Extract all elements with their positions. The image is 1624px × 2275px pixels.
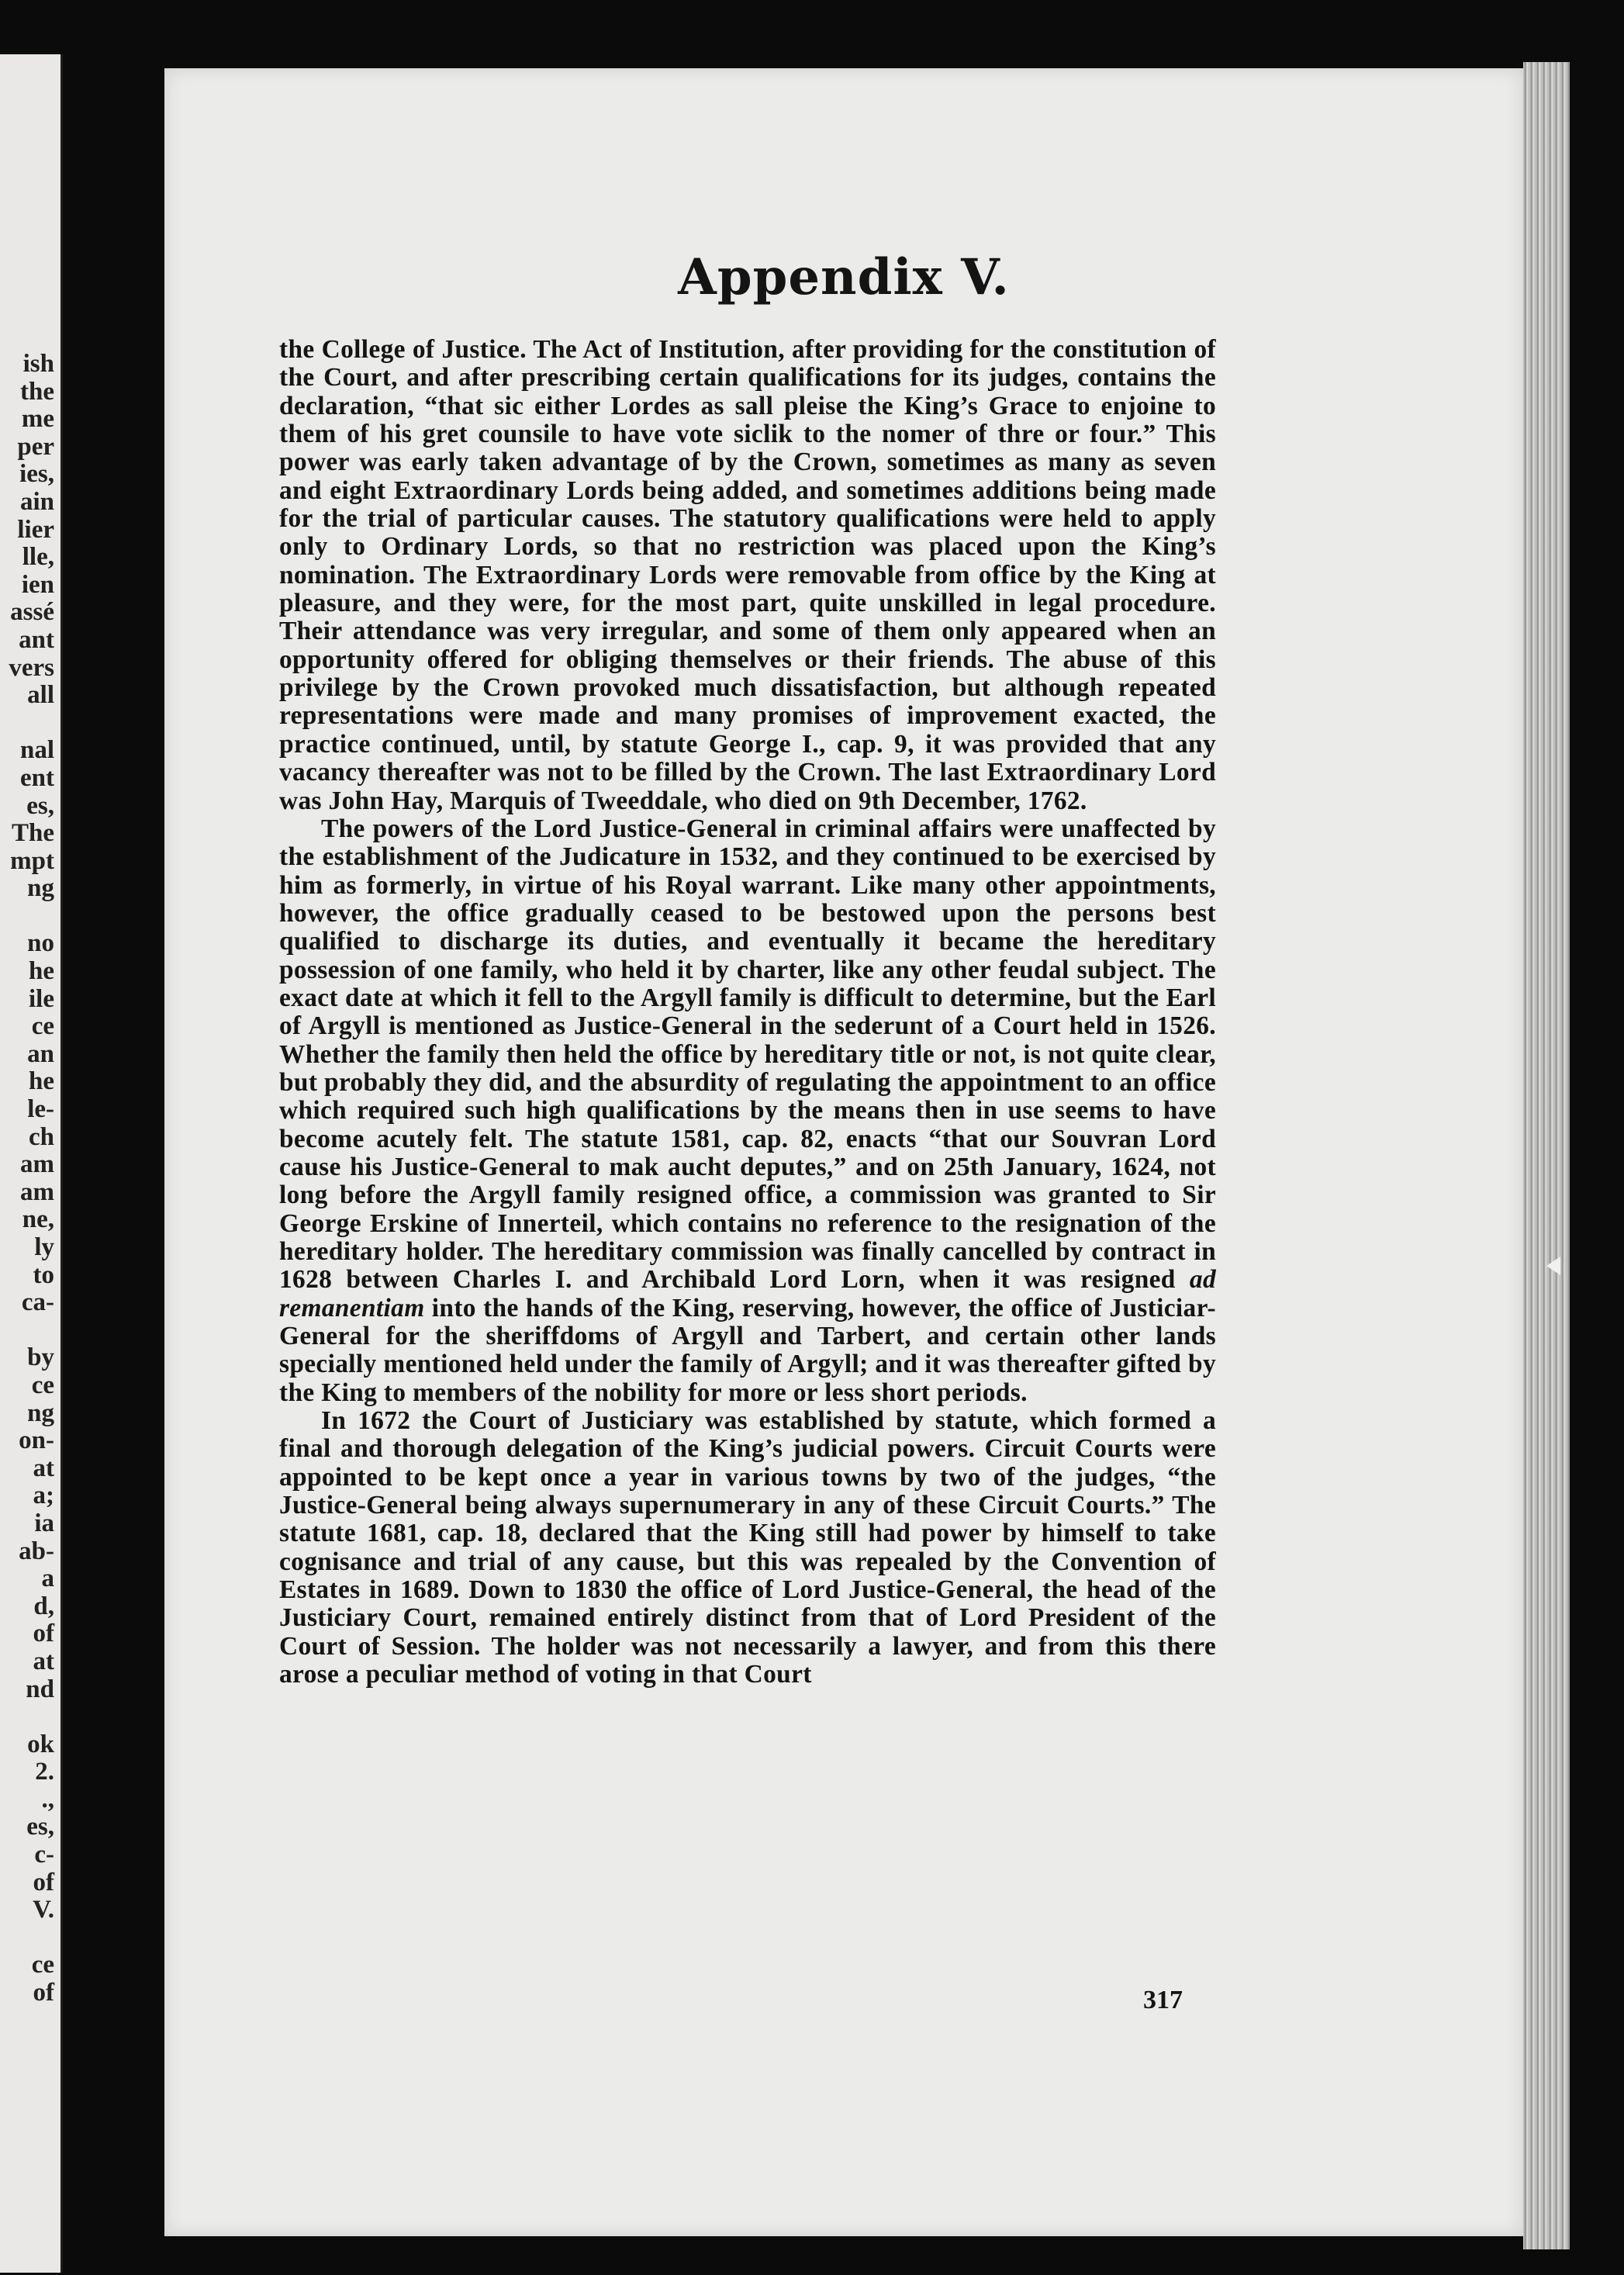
body-text bbox=[279, 336, 1216, 1689]
page-stack-edge bbox=[1523, 62, 1570, 2249]
page-marker-icon bbox=[1546, 1257, 1560, 1275]
paragraph-3: In 1672 the Court of Justiciary was established by statute, which formed a final and thorough delegation of the King’s judicial powers. Circuit Courts were appointed to be kept once a year in various towns by two of the judges, “the Justice-General being always supernumerary in any of these Circuit Courts.” The statute 1681, cap. 18, declared that the King still had power by himself to take cognisance and trial of any cause, but this was repealed by the Convention of Estates in 1689. Down to 1830 the office of Lord Justice-General, the head of the Justiciary Court, remained entirely distinct from that of Lord President of the Court of Session. The holder was not necessarily a lawyer, and from this there arose a peculiar method of voting in that Court bbox=[279, 1406, 1216, 1689]
paragraph-2-end: into the hands of the King, reserving, however, the office of Justiciar-General for the sheriffdoms of Argyll and Tarbert, and certain other lands specially mentioned held under the family of Argyll; and it was thereafter gifted by the King to members of the nobility for more or less short periods. bbox=[279, 1293, 1216, 1407]
paragraph-1: the College of Justice. The Act of Institution, after providing for the constitution of the Court, and after prescribing certain qualifications for its judges, contains the declaration, “that sic either Lordes as sall pleise the King’s Grace to enjoine to them of his gret counsile to have vote siclik to the nomer of thre or four.” This power was early taken advantage of by the Crown, sometimes as many as seven and eight Extraordinary Lords being added, and sometimes additions being made for the trial of particular causes. The statutory qualifications were held to apply only to Ordinary Lords, so that no restriction was placed upon the King’s nomination. The Extraordinary Lords were removable from office by the King at pleasure, and they were, for the most part, quite unskilled in legal procedure. Their attendance was very irregular, and some of them only appeared when an opportunity offered for obliging themselves or their friends. The abuse of this privilege by the Crown provoked much dissatisfaction, but although repeated representations were made and many promises of improvement exacted, the practice continued, until, by statute George I., cap. 9, it was provided that any vacancy thereafter was not to be filled by the Crown. The last Extraordinary Lord was John Hay, Marquis of Tweeddale, who died on 9th December, 1762. bbox=[279, 335, 1216, 815]
facing-page-text-fragments: ish the me per ies, ain lier lle, ien assé ant vers all nal ent es, The mpt ng no he ile ce an he le- ch am am ne, ly to ca- by ce ng on- at a; ia ab- a d, of at nd ok 2. ., es, c- of V. ce of bbox=[9, 350, 54, 2007]
page-title: Appendix V. bbox=[678, 248, 1010, 306]
paragraph-2-start: The powers of the Lord Justice-General in criminal affairs were unaffected by the establishment of the Judicature in 1532, and they continued to be exercised by him as formerly, in virtue of his Royal warrant. Like many other appointments, however, the office gradually ceased to be bestowed upon the persons best qualified to discharge its duties, and eventually it became the hereditary possession of one family, who held it by charter, like any other feudal subject. The exact date at which it fell to the Argyll family is difficult to determine, but the Earl of Argyll is mentioned as Justice-General in the sederunt of a Court held in 1526. Whether the family then held the office by hereditary title or not, is not quite clear, but probably they did, and the absurdity of regulating the appointment to an office which required such high qualifications by the means then in use seems to have become acutely felt. The statute 1581, cap. 82, enacts “that our Souvran Lord cause his Justice-General to mak aucht deputes,” and on 25th January, 1624, not long before the Argyll family resigned office, a commission was granted to Sir George Erskine of Innerteil, which contains no reference to the resignation of the hereditary holder. The hereditary commission was finally cancelled by contract in 1628 between Charles I. and Archibald Lord Lorn, when it was resigned bbox=[279, 814, 1216, 1295]
italic-phrase: ad remanentiam bbox=[279, 1265, 1216, 1322]
paragraph-2 bbox=[279, 815, 1216, 1407]
book-page bbox=[164, 68, 1523, 2236]
facing-page bbox=[0, 54, 63, 2273]
page-number: 317 bbox=[1143, 1986, 1183, 2014]
